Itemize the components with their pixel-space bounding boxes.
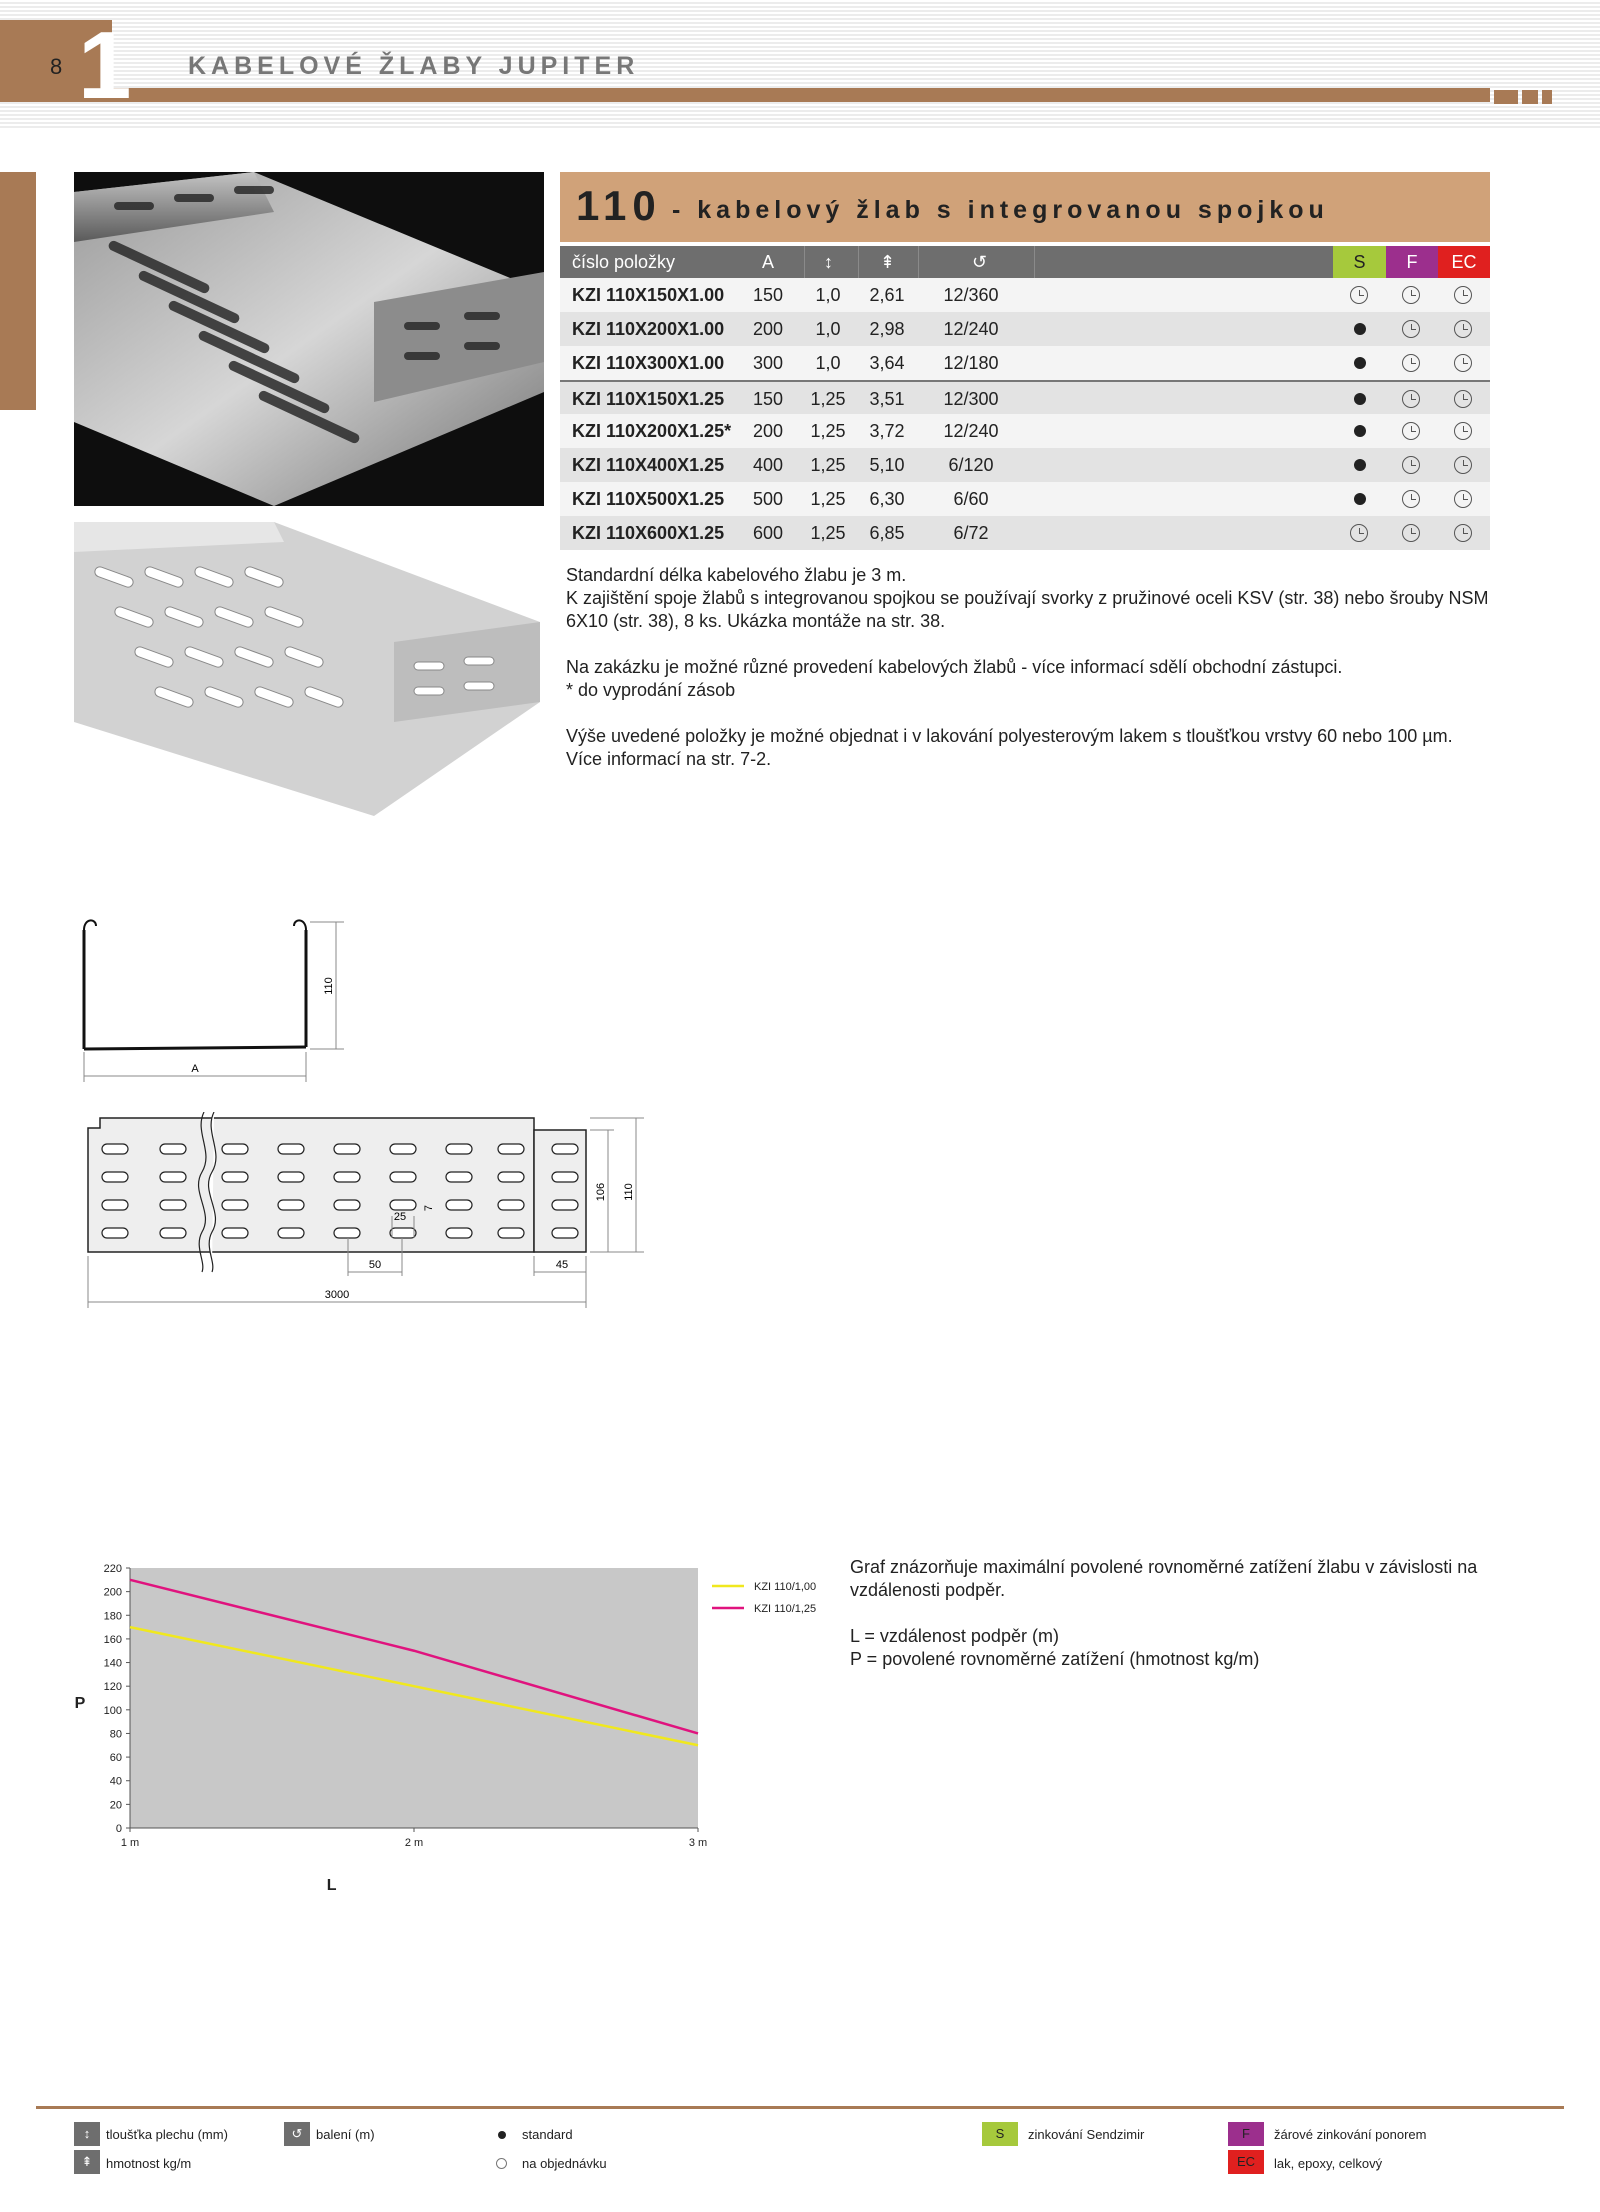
table-cell-t: 1,25	[810, 421, 846, 441]
table-cell-m: 2,98	[869, 319, 905, 339]
col-s: S	[1333, 246, 1386, 278]
notes	[566, 564, 1490, 771]
table-cell-m: 3,51	[869, 389, 905, 409]
table-cell-code: KZI 110X500X1.25	[572, 489, 725, 509]
dim-50: 50	[368, 1259, 382, 1271]
y-tick-label: 0	[115, 1823, 122, 1835]
packing-icon: ↺	[284, 2122, 310, 2146]
dim-45: 45	[555, 1259, 569, 1271]
table-cell-t: 1,25	[810, 489, 846, 509]
standard-dot-icon	[1350, 319, 1370, 339]
cross-section-drawing	[74, 912, 364, 1092]
standard-dot-icon	[1350, 489, 1370, 509]
col-a: A	[762, 252, 775, 272]
table-cell-p: 12/180	[943, 353, 999, 373]
table-cell-a: 150	[752, 389, 784, 409]
on-order-clock-icon	[1402, 422, 1420, 440]
y-tick-label: 160	[103, 1633, 122, 1646]
thickness-icon: ↕	[824, 252, 833, 272]
table-cell-m: 5,10	[869, 455, 905, 475]
legend-s-text: zinkování Sendzimir	[1028, 2127, 1145, 2142]
table-cell-p: 6/60	[953, 489, 989, 509]
chart-description	[850, 1556, 1490, 1671]
on-order-clock-icon	[1454, 422, 1472, 440]
on-order-clock-icon	[496, 2158, 507, 2169]
table-cell-code: KZI 110X200X1.25*	[572, 421, 732, 441]
table-cell-p: 12/240	[943, 421, 999, 441]
on-order-clock-icon	[1402, 286, 1420, 304]
weight-icon: ⇞	[74, 2150, 100, 2174]
table-cell-p: 6/120	[948, 455, 994, 475]
y-tick-label: 20	[109, 1799, 122, 1812]
column-divider	[918, 246, 919, 278]
x-tick-label: 2 m	[404, 1837, 424, 1849]
legend-on-order: na objednávku	[522, 2156, 607, 2171]
x-tick-label: 1 m	[120, 1837, 140, 1849]
on-order-clock-icon	[1402, 354, 1420, 372]
on-order-clock-icon	[1454, 490, 1472, 508]
dim-110: 110	[623, 1183, 635, 1201]
header-bar	[0, 88, 1490, 102]
legend-standard: standard	[522, 2127, 573, 2142]
table-row	[560, 346, 1490, 380]
note-line: Více informací na str. 7-2.	[566, 749, 772, 769]
table-cell-p: 12/300	[943, 389, 999, 409]
table-row	[560, 414, 1490, 448]
table-cell-a: 500	[752, 489, 784, 509]
table-cell-p: 12/360	[943, 285, 999, 305]
table-cell-m: 3,64	[869, 353, 905, 373]
x-tick-label: 3 m	[688, 1837, 708, 1849]
y-tick-label: 220	[103, 1563, 122, 1575]
weight-icon: ⇞	[880, 252, 896, 272]
chart-description-line: L = vzdálenost podpěr (m)	[850, 1626, 1059, 1646]
chart-description-line: Graf znázorňuje maximální povolené rovnoměrné zatížení žlabu v závislosti na vzdálenosti podpěr.	[850, 1557, 1478, 1600]
standard-dot-icon	[1350, 455, 1370, 475]
on-order-clock-icon	[1454, 456, 1472, 474]
col-item-number: číslo položky	[572, 252, 676, 272]
table-cell-m: 3,72	[869, 421, 905, 441]
packing-icon: ↺	[972, 252, 988, 272]
on-order-clock-icon	[1454, 354, 1472, 372]
legend-f-text: žárové zinkování ponorem	[1274, 2127, 1427, 2142]
table-row	[560, 482, 1490, 516]
table-row	[560, 380, 1490, 414]
header-deco-block	[1522, 90, 1538, 104]
note-line: * do vyprodání zásob	[566, 680, 736, 700]
on-order-clock-icon	[1454, 524, 1472, 542]
table-cell-t: 1,0	[815, 353, 841, 373]
legend-label: KZI 110/1,00	[754, 1581, 817, 1593]
table-row	[560, 278, 1490, 312]
y-tick-label: 140	[103, 1657, 122, 1670]
legend-ec-text: lak, epoxy, celkový	[1274, 2156, 1383, 2171]
table-cell-code: KZI 110X300X1.00	[572, 353, 725, 373]
table-cell-t: 1,25	[810, 523, 846, 543]
on-order-clock-icon	[1402, 390, 1420, 408]
table-cell-a: 300	[752, 353, 784, 373]
note-line: K zajištění spoje žlabů s integrovanou spojkou se používají svorky z pružinové oceli KSV (str. 38) nebo šrouby NSM 6X10 (str. 38), 8 ks. Ukázka montáže na str. 38.	[566, 588, 1489, 631]
header-deco-block	[1542, 90, 1552, 104]
header-deco-block	[1494, 90, 1518, 104]
table-cell-a: 150	[752, 285, 784, 305]
on-order-clock-icon	[1402, 490, 1420, 508]
y-tick-label: 180	[103, 1610, 122, 1623]
on-order-clock-icon	[1454, 390, 1472, 408]
y-tick-label: 40	[109, 1775, 122, 1788]
on-order-clock-icon	[1402, 320, 1420, 338]
standard-dot-icon	[1350, 353, 1370, 373]
y-tick-label: 60	[109, 1752, 122, 1765]
dim-profile-height: 110	[323, 977, 335, 995]
column-divider	[804, 246, 805, 278]
table-cell-a: 400	[752, 455, 784, 475]
col-ec: EC	[1438, 246, 1490, 278]
on-order-clock-icon	[1402, 456, 1420, 474]
dim-profile-width: A	[191, 1063, 199, 1075]
table-row	[560, 312, 1490, 346]
footer-line	[36, 2106, 1564, 2109]
legend-s-box: S	[982, 2122, 1018, 2146]
table-cell-code: KZI 110X400X1.25	[572, 455, 725, 475]
chart-plot-area	[130, 1568, 698, 1828]
side-view-drawing	[74, 1112, 654, 1312]
chart-description-line: P = povolené rovnoměrné zatížení (hmotnost kg/m)	[850, 1649, 1260, 1669]
table-cell-t: 1,0	[815, 285, 841, 305]
table-cell-m: 6,85	[869, 523, 905, 543]
page-number: 8	[50, 54, 63, 79]
on-order-clock-icon	[1402, 524, 1420, 542]
standard-dot-icon	[1350, 389, 1370, 409]
on-order-clock-icon	[1350, 524, 1368, 542]
dim-106: 106	[595, 1182, 607, 1202]
legend-label: KZI 110/1,25	[754, 1603, 817, 1615]
dim-25: 25	[393, 1211, 407, 1223]
y-axis-label: P	[74, 1695, 86, 1712]
col-f: F	[1386, 246, 1438, 278]
legend-weight: hmotnost kg/m	[106, 2156, 192, 2171]
table-cell-code: KZI 110X200X1.00	[572, 319, 725, 339]
standard-dot-icon	[498, 2131, 506, 2139]
table-header	[560, 246, 1490, 278]
x-axis-label: L	[326, 1877, 337, 1894]
on-order-clock-icon	[1454, 320, 1472, 338]
page-title: KABELOVÉ ŽLABY JUPITER	[188, 52, 640, 80]
on-order-clock-icon	[1454, 286, 1472, 304]
y-tick-label: 80	[109, 1728, 122, 1741]
table-cell-t: 1,25	[810, 455, 846, 475]
table-cell-m: 2,61	[869, 285, 905, 305]
table-cell-p: 12/240	[943, 319, 999, 339]
legend-thickness: tloušťka plechu (mm)	[106, 2127, 228, 2142]
product-drawing-3d	[74, 522, 540, 816]
table-cell-code: KZI 110X150X1.00	[572, 285, 725, 305]
table-cell-code: KZI 110X150X1.25	[572, 389, 725, 409]
table-cell-a: 600	[752, 523, 784, 543]
dim-3000: 3000	[324, 1289, 350, 1301]
table-cell-a: 200	[752, 319, 784, 339]
side-accent-strip	[0, 172, 36, 410]
legend-packing: balení (m)	[316, 2127, 375, 2142]
table-body	[560, 278, 1490, 550]
table-cell-p: 6/72	[953, 523, 989, 543]
chapter-number: 1	[78, 12, 132, 119]
note-line: Standardní délka kabelového žlabu je 3 m.	[566, 565, 907, 585]
on-order-clock-icon	[1350, 286, 1368, 304]
table-cell-code: KZI 110X600X1.25	[572, 523, 725, 543]
legend-f-box: F	[1228, 2122, 1264, 2146]
y-tick-label: 200	[103, 1586, 122, 1599]
table-cell-m: 6,30	[869, 489, 905, 509]
table-cell-a: 200	[752, 421, 784, 441]
y-tick-label: 100	[103, 1704, 122, 1717]
product-photo	[74, 172, 544, 506]
note-line: Na zakázku je možné různé provedení kabelových žlabů - více informací sdělí obchodní zástupci.	[566, 657, 1343, 677]
dim-7: 7	[423, 1204, 435, 1212]
product-table	[560, 246, 1490, 550]
legend-ec-box: EC	[1228, 2150, 1264, 2174]
thickness-icon: ↕	[74, 2122, 100, 2146]
table-cell-t: 1,0	[815, 319, 841, 339]
y-tick-label: 120	[103, 1681, 122, 1694]
table-row	[560, 516, 1490, 550]
product-header	[560, 172, 1490, 242]
product-description: - kabelový žlab s integrovanou spojkou	[672, 196, 1329, 224]
product-code: 110	[576, 182, 662, 229]
table-cell-t: 1,25	[810, 389, 846, 409]
standard-dot-icon	[1350, 421, 1370, 441]
load-chart	[60, 1548, 840, 1928]
column-divider	[858, 246, 859, 278]
column-divider	[1034, 246, 1035, 278]
note-line: Výše uvedené položky je možné objednat i v lakování polyesterovým lakem s tloušťkou vrstvy 60 nebo 100 µm.	[566, 726, 1453, 746]
table-row	[560, 448, 1490, 482]
